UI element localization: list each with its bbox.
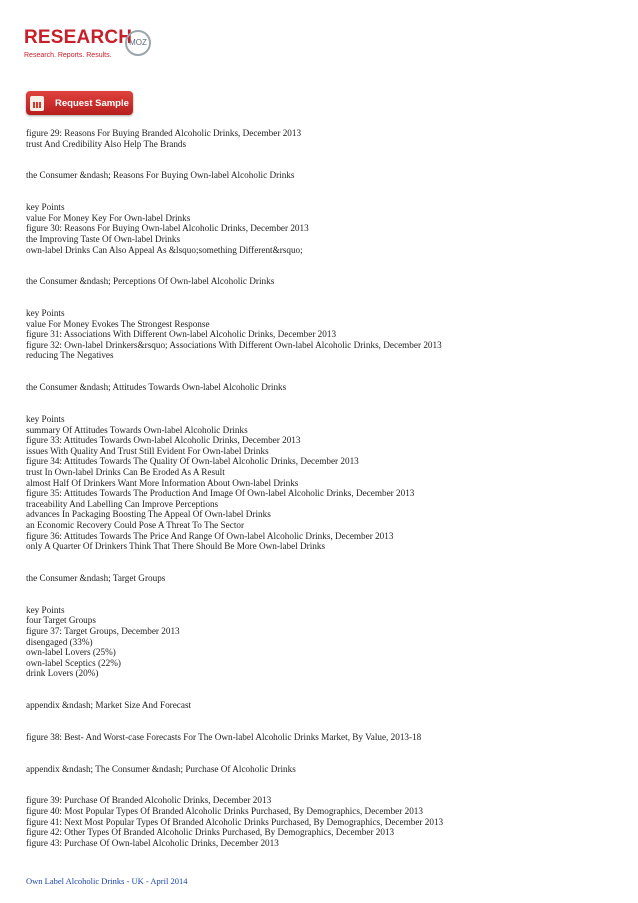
toc-line: key Points (26, 202, 65, 213)
toc-line: figure 30: Reasons For Buying Own-label Alcoholic Drinks, December 2013 (26, 223, 309, 234)
block-spacer (26, 774, 616, 795)
report-icon (30, 96, 44, 111)
toc-line: disengaged (33%) (26, 636, 93, 647)
toc-line: figure 36: Attitudes Towards The Price And Range Of Own-label Alcoholic Drinks, December 2013 (26, 530, 394, 541)
toc-line: the Improving Taste Of Own-label Drinks (26, 233, 181, 244)
toc-line: figure 34: Attitudes Towards The Quality Of Own-label Alcoholic Drinks, December 2013 (26, 456, 359, 467)
toc-line: summary Of Attitudes Towards Own-label Alcoholic Drinks (26, 424, 248, 435)
block-spacer (26, 181, 616, 202)
toc-line: reducing The Negatives (26, 350, 114, 361)
logo-tagline: Research. Reports. Results. (24, 52, 112, 59)
toc-line: figure 33: Attitudes Towards Own-label Alcoholic Drinks, December 2013 (26, 435, 301, 446)
toc-line: figure 29: Reasons For Buying Branded Alcoholic Drinks, December 2013 (26, 128, 302, 138)
toc-line: only A Quarter Of Drinkers Think That There Should Be More Own-label Drinks (26, 541, 326, 552)
request-sample-button[interactable] (26, 91, 133, 115)
toc-line: traceability And Labelling Can Improve Perceptions (26, 498, 219, 509)
researchmoz-logo (24, 27, 147, 65)
toc-line: value For Money Key For Own-label Drinks (26, 212, 191, 223)
toc-line: trust And Credibility Also Help The Brands (26, 138, 187, 149)
block-spacer (26, 742, 616, 763)
toc-line: figure 31: Associations With Different Own-label Alcoholic Drinks, December 2013 (26, 329, 337, 340)
toc-line: figure 40: Most Popular Types Of Branded Alcoholic Drinks Purchased, By Demographics, December 2013 (26, 806, 423, 816)
logo-moz-badge: MOZ (125, 30, 151, 56)
block-spacer (26, 679, 616, 700)
block-spacer (26, 361, 616, 382)
toc-line: figure 38: Best- And Worst-case Forecasts For The Own-label Alcoholic Drinks Market, By Value, 2013-18 (26, 731, 422, 742)
toc-line: key Points (26, 604, 65, 615)
block-spacer (26, 255, 616, 276)
toc-line: the Consumer &ndash; Target Groups (26, 572, 166, 583)
toc-line: an Economic Recovery Could Pose A Threat To The Sector (26, 519, 245, 530)
table-of-contents (26, 128, 616, 848)
toc-line: value For Money Evokes The Strongest Response (26, 318, 210, 329)
toc-line: issues With Quality And Trust Still Evident For Own-label Drinks (26, 445, 269, 456)
toc-line: the Consumer &ndash; Attitudes Towards Own-label Alcoholic Drinks (26, 382, 287, 393)
toc-line: the Consumer &ndash; Perceptions Of Own-label Alcoholic Drinks (26, 276, 275, 287)
request-sample-label: Request Sample (55, 97, 129, 109)
toc-line: advances In Packaging Boosting The Appeal Of Own-label Drinks (26, 509, 271, 520)
toc-line: own-label Sceptics (22%) (26, 657, 121, 668)
toc-line: figure 37: Target Groups, December 2013 (26, 625, 180, 636)
toc-line: appendix &ndash; The Consumer &ndash; Purchase Of Alcoholic Drinks (26, 763, 296, 774)
toc-line: key Points (26, 308, 65, 319)
block-spacer (26, 584, 616, 605)
toc-line: own-label Lovers (25%) (26, 647, 116, 658)
toc-line: figure 39: Purchase Of Branded Alcoholic Drinks, December 2013 (26, 795, 272, 806)
toc-line: key Points (26, 414, 65, 425)
toc-line: figure 43: Purchase Of Own-label Alcoholic Drinks, December 2013 (26, 837, 279, 848)
toc-line: almost Half Of Drinkers Want More Information About Own-label Drinks (26, 477, 299, 488)
toc-line: figure 35: Attitudes Towards The Production And Image Of Own-label Alcoholic Drinks, December 2013 (26, 488, 415, 499)
footer-report-link[interactable]: Own Label Alcoholic Drinks - UK - April 2014 (26, 876, 188, 886)
block-spacer (26, 552, 616, 573)
toc-line: four Target Groups (26, 615, 96, 626)
toc-line: own-label Drinks Can Also Appeal As &lsquo;something Different&rsquo; (26, 244, 303, 255)
toc-line: figure 42: Other Types Of Branded Alcoholic Drinks Purchased, By Demographics, December 2013 (26, 827, 395, 838)
toc-line: appendix &ndash; Market Size And Forecast (26, 700, 192, 711)
block-spacer (26, 393, 616, 414)
toc-line: figure 32: Own-label Drinkers&rsquo; Associations With Different Own-label Alcoholic Drinks, December 2013 (26, 339, 442, 350)
block-spacer (26, 287, 616, 308)
toc-line: figure 41: Next Most Popular Types Of Branded Alcoholic Drinks Purchased, By Demographics, December 2013 (26, 816, 444, 827)
toc-line: drink Lovers (20%) (26, 668, 99, 679)
logo-wordmark: RESEARCH (24, 27, 133, 48)
block-spacer (26, 711, 616, 732)
toc-line: the Consumer &ndash; Reasons For Buying Own-label Alcoholic Drinks (26, 170, 295, 181)
block-spacer (26, 149, 616, 170)
toc-line: trust In Own-label Drinks Can Be Eroded As A Result (26, 467, 225, 477)
